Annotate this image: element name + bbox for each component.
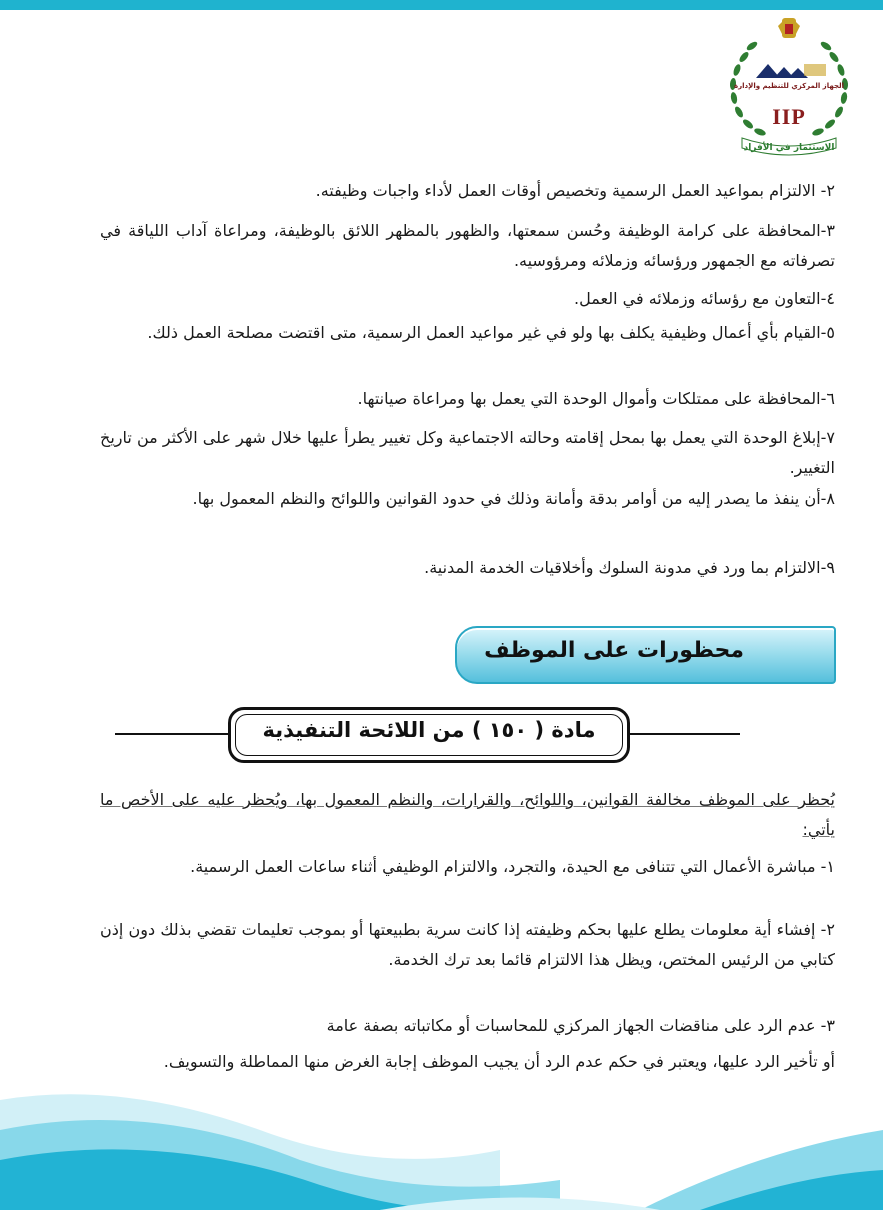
- logo-iip-text: IIP: [772, 104, 806, 129]
- logo-org-name: الجهاز المركزي للتنظيم والإدارة: [733, 82, 845, 90]
- prohibition-item-2: ٢- إفشاء أية معلومات يطلع عليها بحكم وظيفته إذا كانت سرية بطبيعتها أو بموجب تعليمات تقضي بذلك دون إذن كتابي من الرئيس المختص، ويظل هذا الالتزام قائما بعد ترك الخدمة.: [100, 920, 835, 969]
- duty-item-7: ٧-إبلاغ الوحدة التي يعمل بها بمحل إقامته وحالته الاجتماعية وكل تغيير يطرأ عليها خلال شهر على الأكثر من تاريخ التغيير.: [100, 428, 835, 477]
- section-banner: [455, 626, 836, 684]
- duty-item-2: ٢- الالتزام بمواعيد العمل الرسمية وتخصيص أوقات العمل لأداء واجبات وظيفته.: [315, 181, 835, 200]
- organization-logo: [722, 12, 856, 158]
- logo-slogan: الاستثمار في الأفراد: [743, 143, 835, 153]
- article-title: مادة ( ١٥٠ ) من اللائحة التنفيذية: [262, 718, 596, 742]
- duty-item-9: ٩-الالتزام بما ورد في مدونة السلوك وأخلاقيات الخدمة المدنية.: [424, 558, 835, 577]
- duty-item-8: ٨-أن ينفذ ما يصدر إليه من أوامر بدقة وأمانة وذلك في حدود القوانين واللوائح والنظم المعمول بها.: [192, 489, 835, 508]
- eagle-emblem-icon: [778, 18, 800, 38]
- section-title: محظورات على الموظف: [484, 638, 744, 663]
- prohibition-item-1: ١- مباشرة الأعمال التي تتنافى مع الحيدة، والتجرد، والالتزام الوظيفي أثناء ساعات العمل الرسمية.: [190, 857, 835, 876]
- article-divider-left: [115, 733, 228, 735]
- duty-item-6: ٦-المحافظة على ممتلكات وأموال الوحدة التي يعمل بها ومراعاة صيانتها.: [357, 389, 835, 408]
- top-accent-bar: [0, 0, 883, 10]
- pyramids-icon: [756, 64, 808, 78]
- prohibitions-intro: يُحظر على الموظف مخالفة القوانين، واللوائح، والقرارات، والنظم المعمول بها، ويُحظر عليه على الأخص ما يأتي:: [100, 790, 835, 839]
- prohibition-item-3: ٣- عدم الرد على مناقضات الجهاز المركزي للمحاسبات أو مكاتباته بصفة عامة: [326, 1016, 835, 1035]
- duty-item-5: ٥-القيام بأي أعمال وظيفية يكلف بها ولو في غير مواعيد العمل الرسمية، متى اقتضت مصلحة العمل ذلك.: [147, 323, 835, 342]
- duty-item-3: ٣-المحافظة على كرامة الوظيفة وحُسن سمعتها، والظهور بالمظهر اللائق بالوظيفة، ومراعاة آداب اللياقة في تصرفاته مع الجمهور ورؤسائه وزملائه ومرؤوسيه.: [100, 221, 835, 270]
- prohibition-item-3-continued: أو تأخير الرد عليها، ويعتبر في حكم عدم الرد أن يجيب الموظف إجابة الغرض منها المماطلة والتسويف.: [163, 1052, 835, 1071]
- decorative-waves: [0, 1090, 883, 1210]
- duty-item-4: ٤-التعاون مع رؤسائه وزملائه في العمل.: [574, 289, 835, 308]
- article-title-box: [228, 707, 630, 763]
- article-divider-right: [624, 733, 740, 735]
